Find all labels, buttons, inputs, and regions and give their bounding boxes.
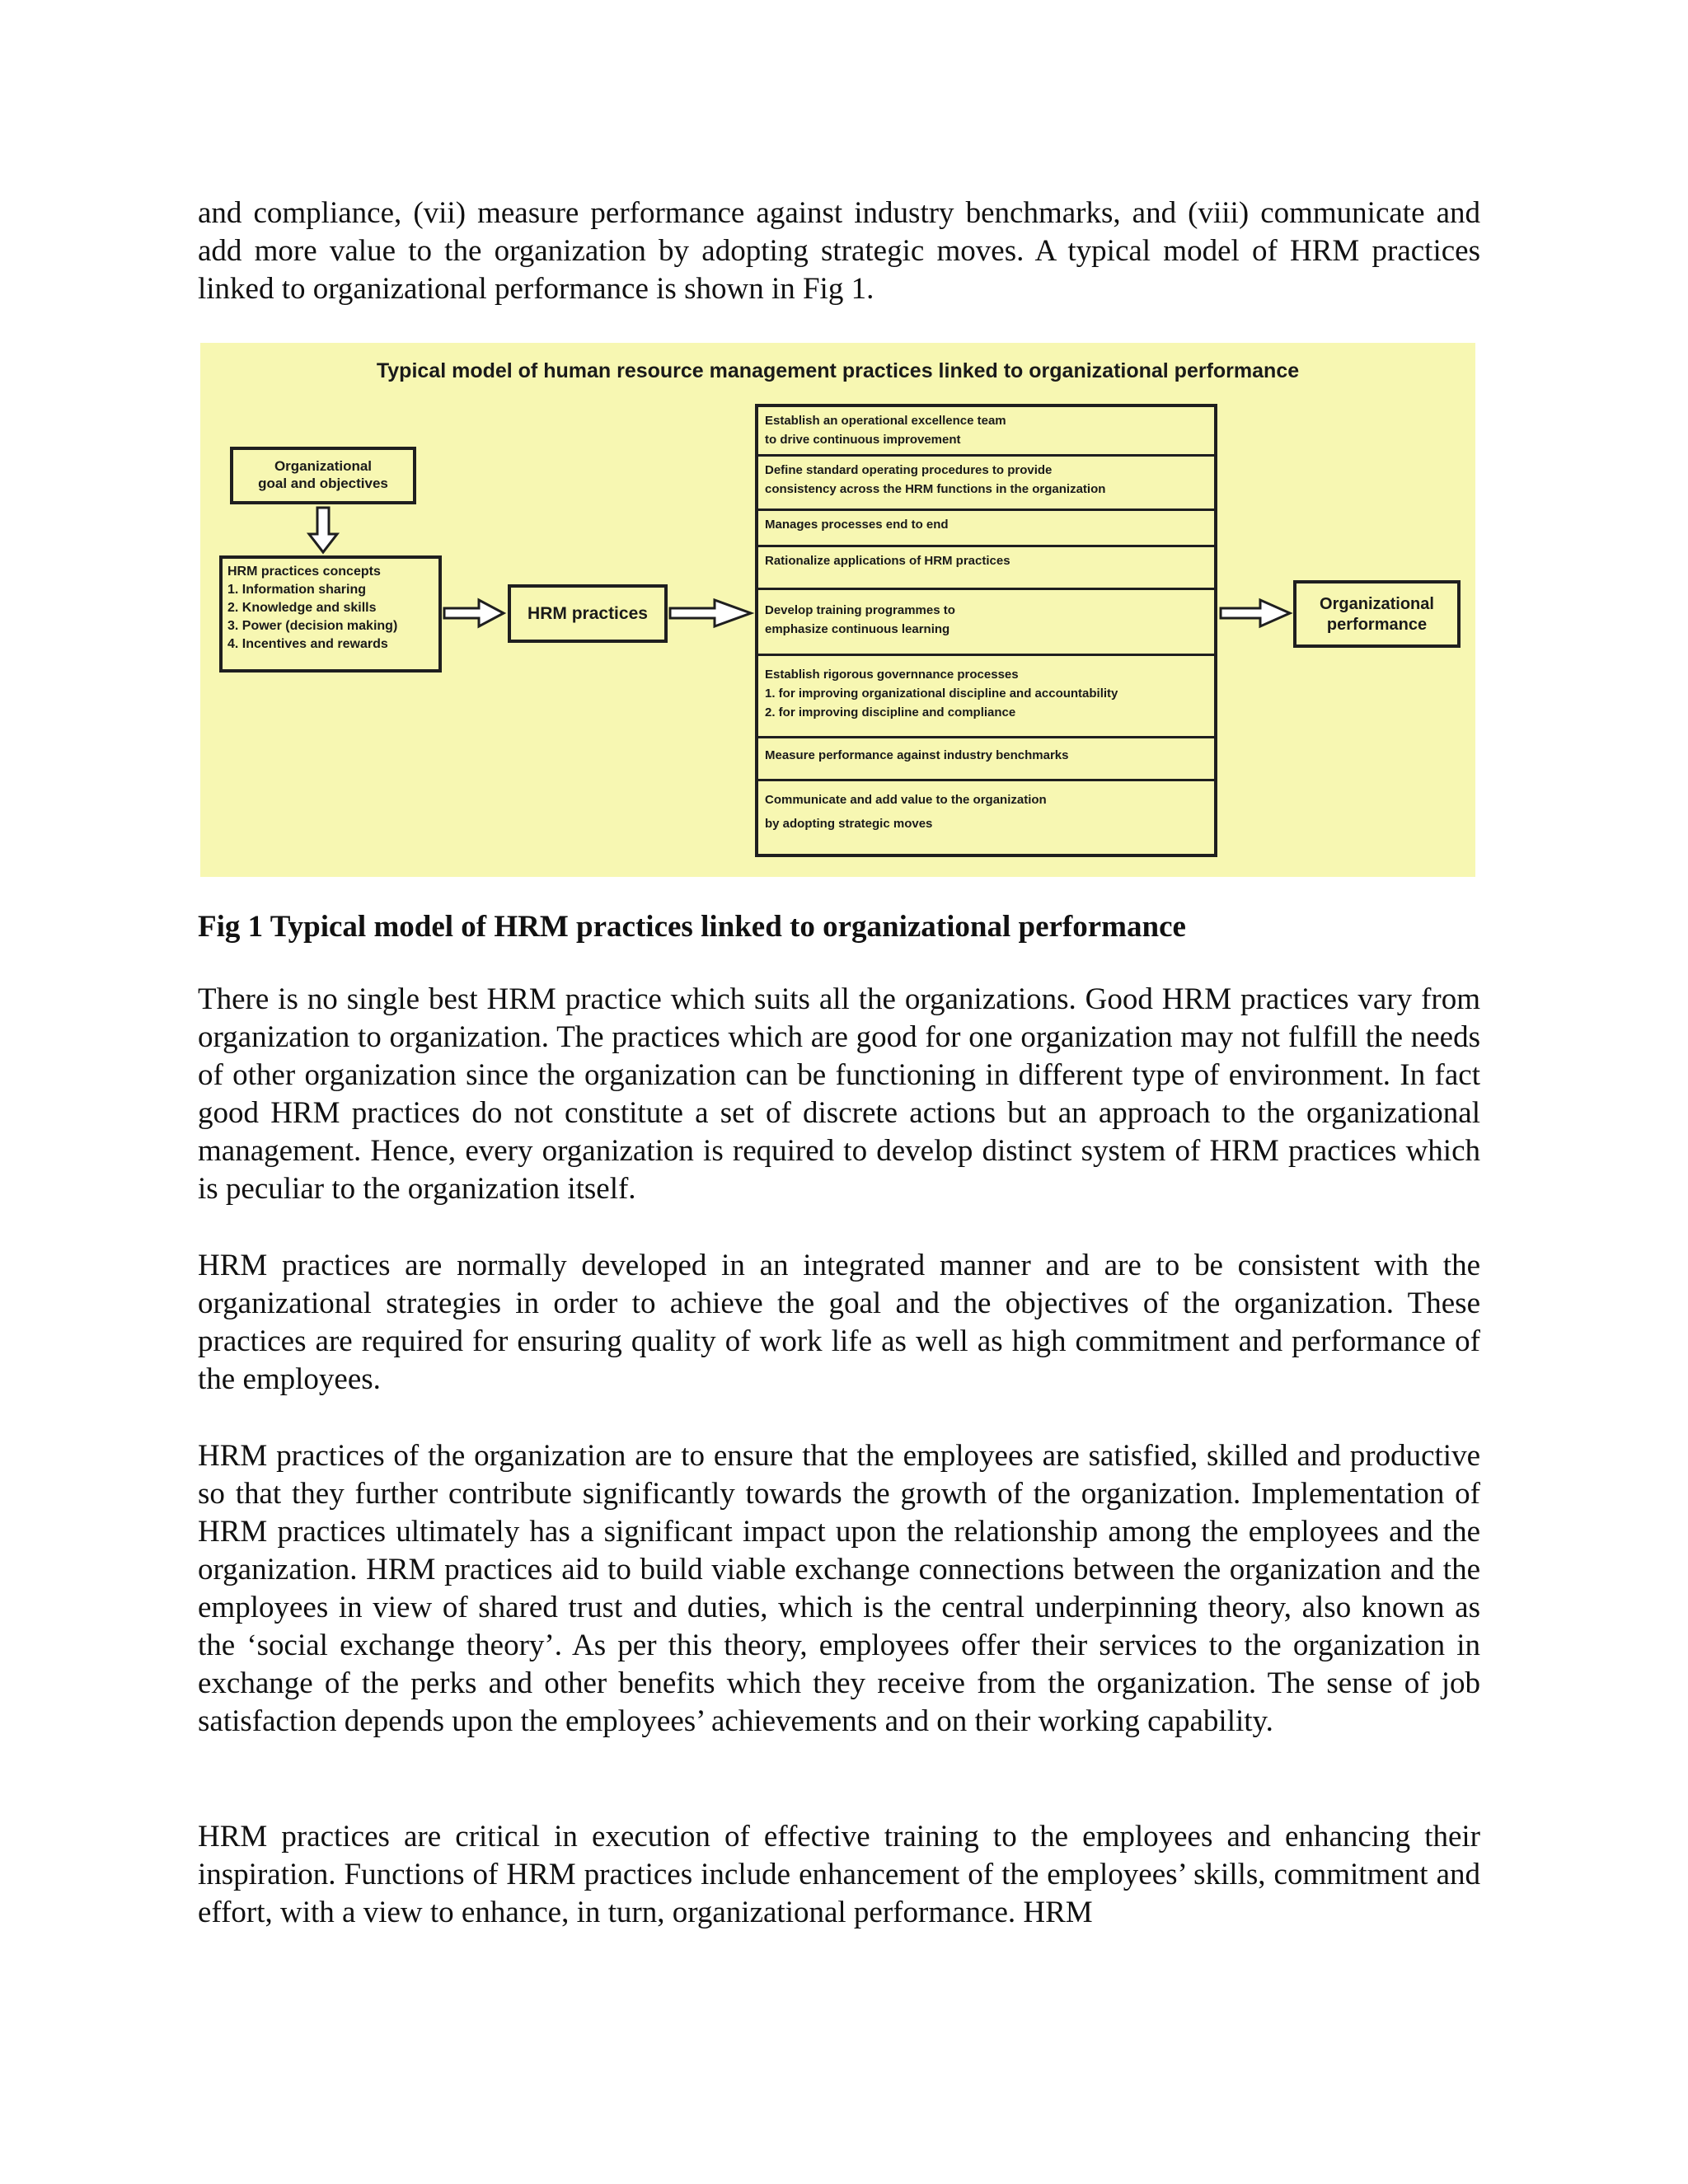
concepts-item: 3. Power (decision making) (227, 619, 398, 633)
practice-item (758, 457, 1214, 511)
paragraph: HRM practices are normally developed in an integrated manner and are to be consistent with the organizational strategies in order to achieve the goal and the objectives of the organization. These practices are required for ensuring quality of work life as well as high commitment and performance of the employees. (198, 1249, 1480, 1396)
arrow-goal-to-concepts (309, 508, 337, 552)
practice-line: Establish an operational excellence team (765, 414, 1006, 428)
practice-item (758, 547, 1214, 590)
practice-line: consistency across the HRM functions in the organization (765, 482, 1106, 496)
performance-box-line-1: Organizational (1320, 595, 1434, 613)
goal-box-line-1: Organizational (274, 458, 373, 474)
figure-title: Typical model of human resource management practices linked to organizational performance (376, 359, 1300, 382)
hrm-practices-box: HRM practices (508, 584, 668, 643)
goal-box-line-2: goal and objectives (258, 476, 388, 491)
hrm-concepts-box (219, 555, 442, 673)
arrow-list-to-performance (1221, 600, 1290, 626)
practice-line: emphasize continuous learning (765, 622, 950, 636)
practice-item (758, 738, 1214, 781)
practice-item (758, 590, 1214, 656)
figure-caption: Fig 1 Typical model of HRM practices linked to organizational performance (198, 910, 1186, 944)
figure-hrm-model (200, 343, 1475, 877)
concepts-item: 2. Knowledge and skills (227, 601, 377, 615)
organizational-performance-box (1293, 580, 1461, 648)
goal-objectives-box (230, 447, 416, 504)
arrow-concepts-to-hrm (444, 600, 504, 626)
concepts-heading: HRM practices concepts (227, 565, 381, 579)
practice-line: Establish rigorous governnance processes (765, 668, 1019, 682)
practice-line: 1. for improving organizational discipline and accountability (765, 687, 1118, 701)
practice-line: Manages processes end to end (765, 518, 949, 532)
practice-line: Define standard operating procedures to provide (765, 463, 1053, 477)
practice-line: Measure performance against industry benchmarks (765, 748, 1069, 762)
paragraph: HRM practices of the organization are to ensure that the employees are satisfied, skilled and productive so that they further contribute significantly towards the growth of the organization. Implementation of HRM practices ultimately has a significant impact upon the relationship among the employees and the organization. HRM practices aid to build viable exchange connections between the organization and the employees in view of shared trust and duties, which is the central underpinning theory, also known as the ‘social exchange theory’. As per this theory, employees offer their services to the organization in exchange of the perks and other benefits which they receive from the organization. The sense of job satisfaction depends upon the employees’ achievements and on their working capability. (198, 1439, 1480, 1738)
arrow-hrm-to-list (670, 600, 751, 626)
practice-item (758, 407, 1214, 457)
practice-item (758, 656, 1214, 738)
practice-item (758, 781, 1214, 854)
practice-line: Communicate and add value to the organization (765, 793, 1047, 807)
practices-list-box (755, 404, 1217, 857)
concepts-item: 4. Incentives and rewards (227, 637, 388, 651)
concepts-item: 1. Information sharing (227, 583, 367, 597)
paragraph-intro: and compliance, (vii) measure performance against industry benchmarks, and (viii) communicate and add more value to the organization by adopting strategic moves. A typical model of HRM practices linked to organizational performance is shown in Fig 1. (198, 196, 1480, 306)
practice-line: Rationalize applications of HRM practices (765, 554, 1010, 568)
practice-line: by adopting strategic moves (765, 817, 933, 831)
paragraph: HRM practices are critical in execution of effective training to the employees and enhancing their inspiration. Functions of HRM practices include enhancement of the employees’ skills, commitment and effort, with a view to enhance, in turn, organizational performance. HRM (198, 1820, 1480, 1929)
practice-line: to drive continuous improvement (765, 433, 961, 447)
paragraph: There is no single best HRM practice which suits all the organizations. Good HRM practices vary from organization to organization. The practices which are good for one organization may not fulfill the needs of other organization since the organization can be functioning in different type of environment. In fact good HRM practices do not constitute a set of discrete actions but an approach to the organizational management. Hence, every organization is required to develop distinct system of HRM practices which is peculiar to the organization itself. (198, 982, 1480, 1206)
performance-box-line-2: performance (1326, 616, 1428, 634)
practice-line: Develop training programmes to (765, 603, 955, 617)
practice-line: 2. for improving discipline and compliance (765, 705, 1016, 719)
practice-item (758, 511, 1214, 547)
